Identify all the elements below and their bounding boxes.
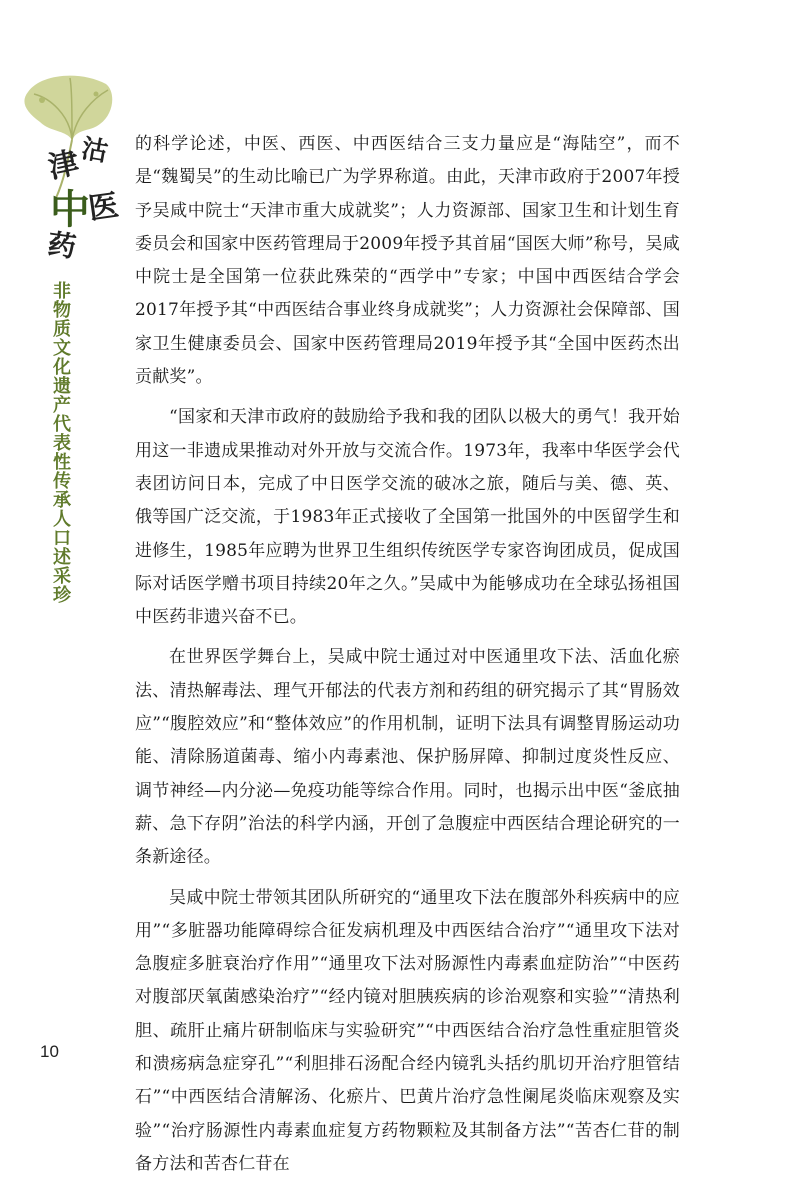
brand-title-char: 中: [50, 186, 90, 233]
paragraph: 的科学论述，中医、西医、中西医结合三支力量应是“海陆空”，而不是“魏蜀吴”的生动比喻已广为学界称道。由此，天津市政府于2007年授予吴咸中院士“天津市重大成就奖”；人力资源部、国家卫生和计划生育委员会和国家中医药管理局于2009年授予其首届“国医大师”称号，吴咸中院士是全国第一位获此殊荣的“西学中”专家；中国中西医结合学会2017年授予其“中西医结合事业终身成就奖”；人力资源社会保障部、国家卫生健康委员会、国家中医药管理局2019年授予其“全国中医药杰出贡献奖”。: [135, 134, 680, 388]
series-name: 非物质文化遗产代表性传承人口述采珍: [53, 281, 71, 606]
brand-title-char: 药: [45, 227, 78, 264]
body-text: [135, 128, 680, 1181]
series-logo: [20, 70, 120, 300]
brand-title-char: 医: [86, 188, 121, 227]
page-number: 10: [40, 1042, 59, 1061]
brand-title-char: 津: [45, 145, 83, 186]
paragraph: “国家和天津市政府的鼓励给予我和我的团队以极大的勇气！我开始用这一非遗成果推动对外开放与交流合作。1973年，我率中华医学会代表团访问日本，完成了中日医学交流的破冰之旅，随后与美、德、英、俄等国广泛交流，于1983年正式接收了全国第一批国外的中医留学生和进修生，1985年应聘为世界卫生组织传统医学专家咨询团成员，促成国际对话医学赠书项目持续20年之久。”吴咸中为能够成功在全球弘扬祖国中医药非遗兴奋不已。: [135, 407, 680, 628]
paragraph: 在世界医学舞台上，吴咸中院士通过对中医通里攻下法、活血化瘀法、清热解毒法、理气开郁法的代表方剂和药组的研究揭示了其“胃肠效应”“腹腔效应”和“整体效应”的作用机制，证明下法具有调整胃肠运动功能、清除肠道菌毒、缩小内毒素池、保护肠屏障、抑制过度炎性反应、调节神经—内分泌—免疫功能等综合作用。同时，也揭示出中医“釜底抽薪、急下存阴”治法的科学内涵，开创了急腹症中西医结合理论研究的一条新途径。: [135, 647, 680, 868]
paragraph: 吴咸中院士带领其团队所研究的“通里攻下法在腹部外科疾病中的应用”“多脏器功能障碍综合征发病机理及中西医结合治疗”“通里攻下法对急腹症多脏衰治疗作用”“通里攻下法对肠源性内毒素血症防治”“中医药对腹部厌氧菌感染治疗”“经内镜对胆胰疾病的诊治观察和实验”“清热利胆、疏肝止痛片研制临床与实验研究”“中西医结合治疗急性重症胆管炎和溃疡病急症穿孔”“利胆排石汤配合经内镜乳头括约肌切开治疗胆管结石”“中西医结合清解汤、化瘀片、巴黄片治疗急性阑尾炎临床观察及实验”“治疗肠源性内毒素血症复方药物颗粒及其制备方法”“苦杏仁苷的制备方法和苦杏仁苷在: [135, 887, 680, 1174]
brand-title-char: 沽: [79, 133, 110, 168]
